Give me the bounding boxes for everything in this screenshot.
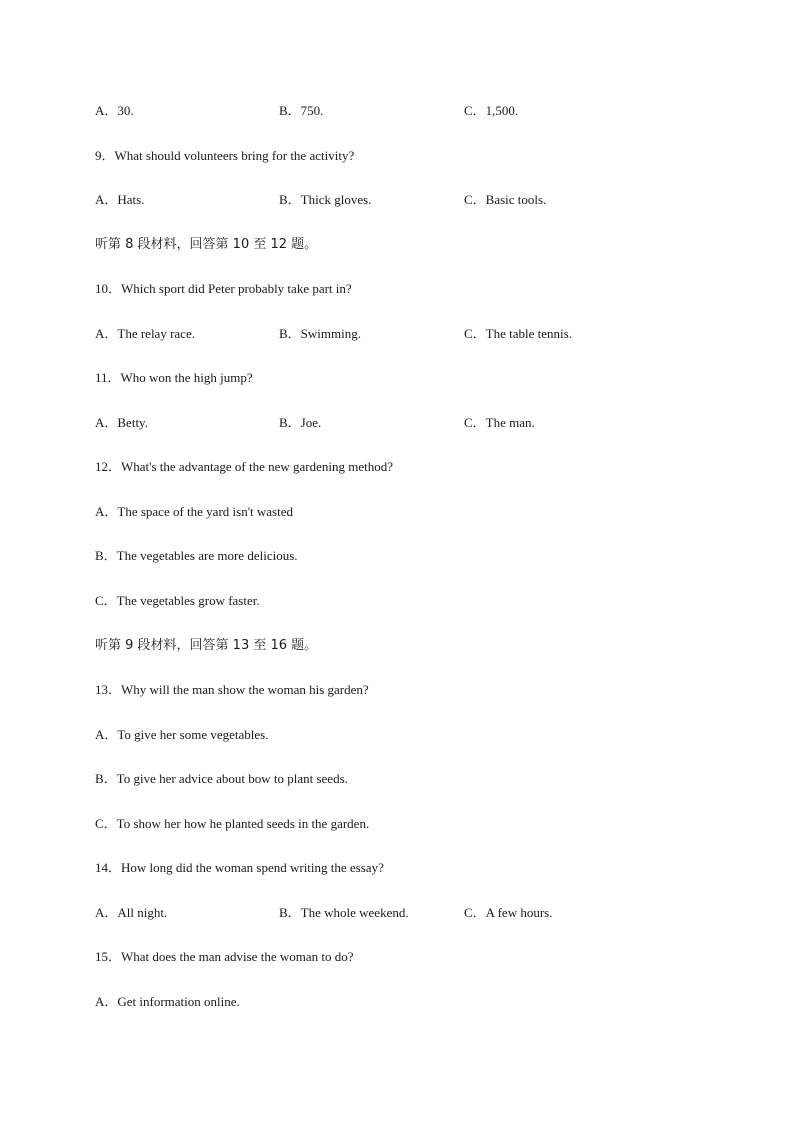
section-heading-9: 听第 9 段材料，回答第 13 至 16 题。 [95,638,318,653]
question-10: 10．Which sport did Peter probably take part in? [95,281,352,296]
question-13: 13．Why will the man show the woman his garden? [95,682,369,697]
question-9: 9．What should volunteers bring for the activity? [95,148,355,163]
section-heading-8: 听第 8 段材料，回答第 10 至 12 题。 [95,237,318,252]
option-10a: A．The relay race. [95,326,195,341]
option-12a: A．The space of the yard isn't wasted [95,504,294,519]
option-15a: A．Get information online. [95,994,240,1009]
question-12: 12．What's the advantage of the new gardening method? [95,459,393,474]
question-14: 14．How long did the woman spend writing the essay? [95,860,384,875]
option-14a: A．All night. [95,905,168,920]
option-10b: B．Swimming. [279,326,361,341]
option-13a: A．To give her some vegetables. [95,727,269,742]
question-11: 11．Who won the high jump? [95,370,253,385]
option-8c: C．1,500. [464,103,519,118]
option-11c: C．The man. [464,415,535,430]
option-11a: A．Betty. [95,415,148,430]
option-10c: C．The table tennis. [464,326,572,341]
option-8a: A．30. [95,103,134,118]
option-9c: C．Basic tools. [464,192,547,207]
option-9a: A．Hats. [95,192,145,207]
option-11b: B．Joe. [279,415,322,430]
option-14b: B．The whole weekend. [279,905,409,920]
option-12c: C．The vegetables grow faster. [95,593,260,608]
option-8b: B．750. [279,103,324,118]
option-13b: B．To give her advice about bow to plant seeds. [95,771,348,786]
option-14c: C．A few hours. [464,905,553,920]
option-13c: C．To show her how he planted seeds in the garden. [95,816,370,831]
option-12b: B．The vegetables are more delicious. [95,548,298,563]
question-15: 15．What does the man advise the woman to do? [95,949,354,964]
option-9b: B．Thick gloves. [279,192,372,207]
